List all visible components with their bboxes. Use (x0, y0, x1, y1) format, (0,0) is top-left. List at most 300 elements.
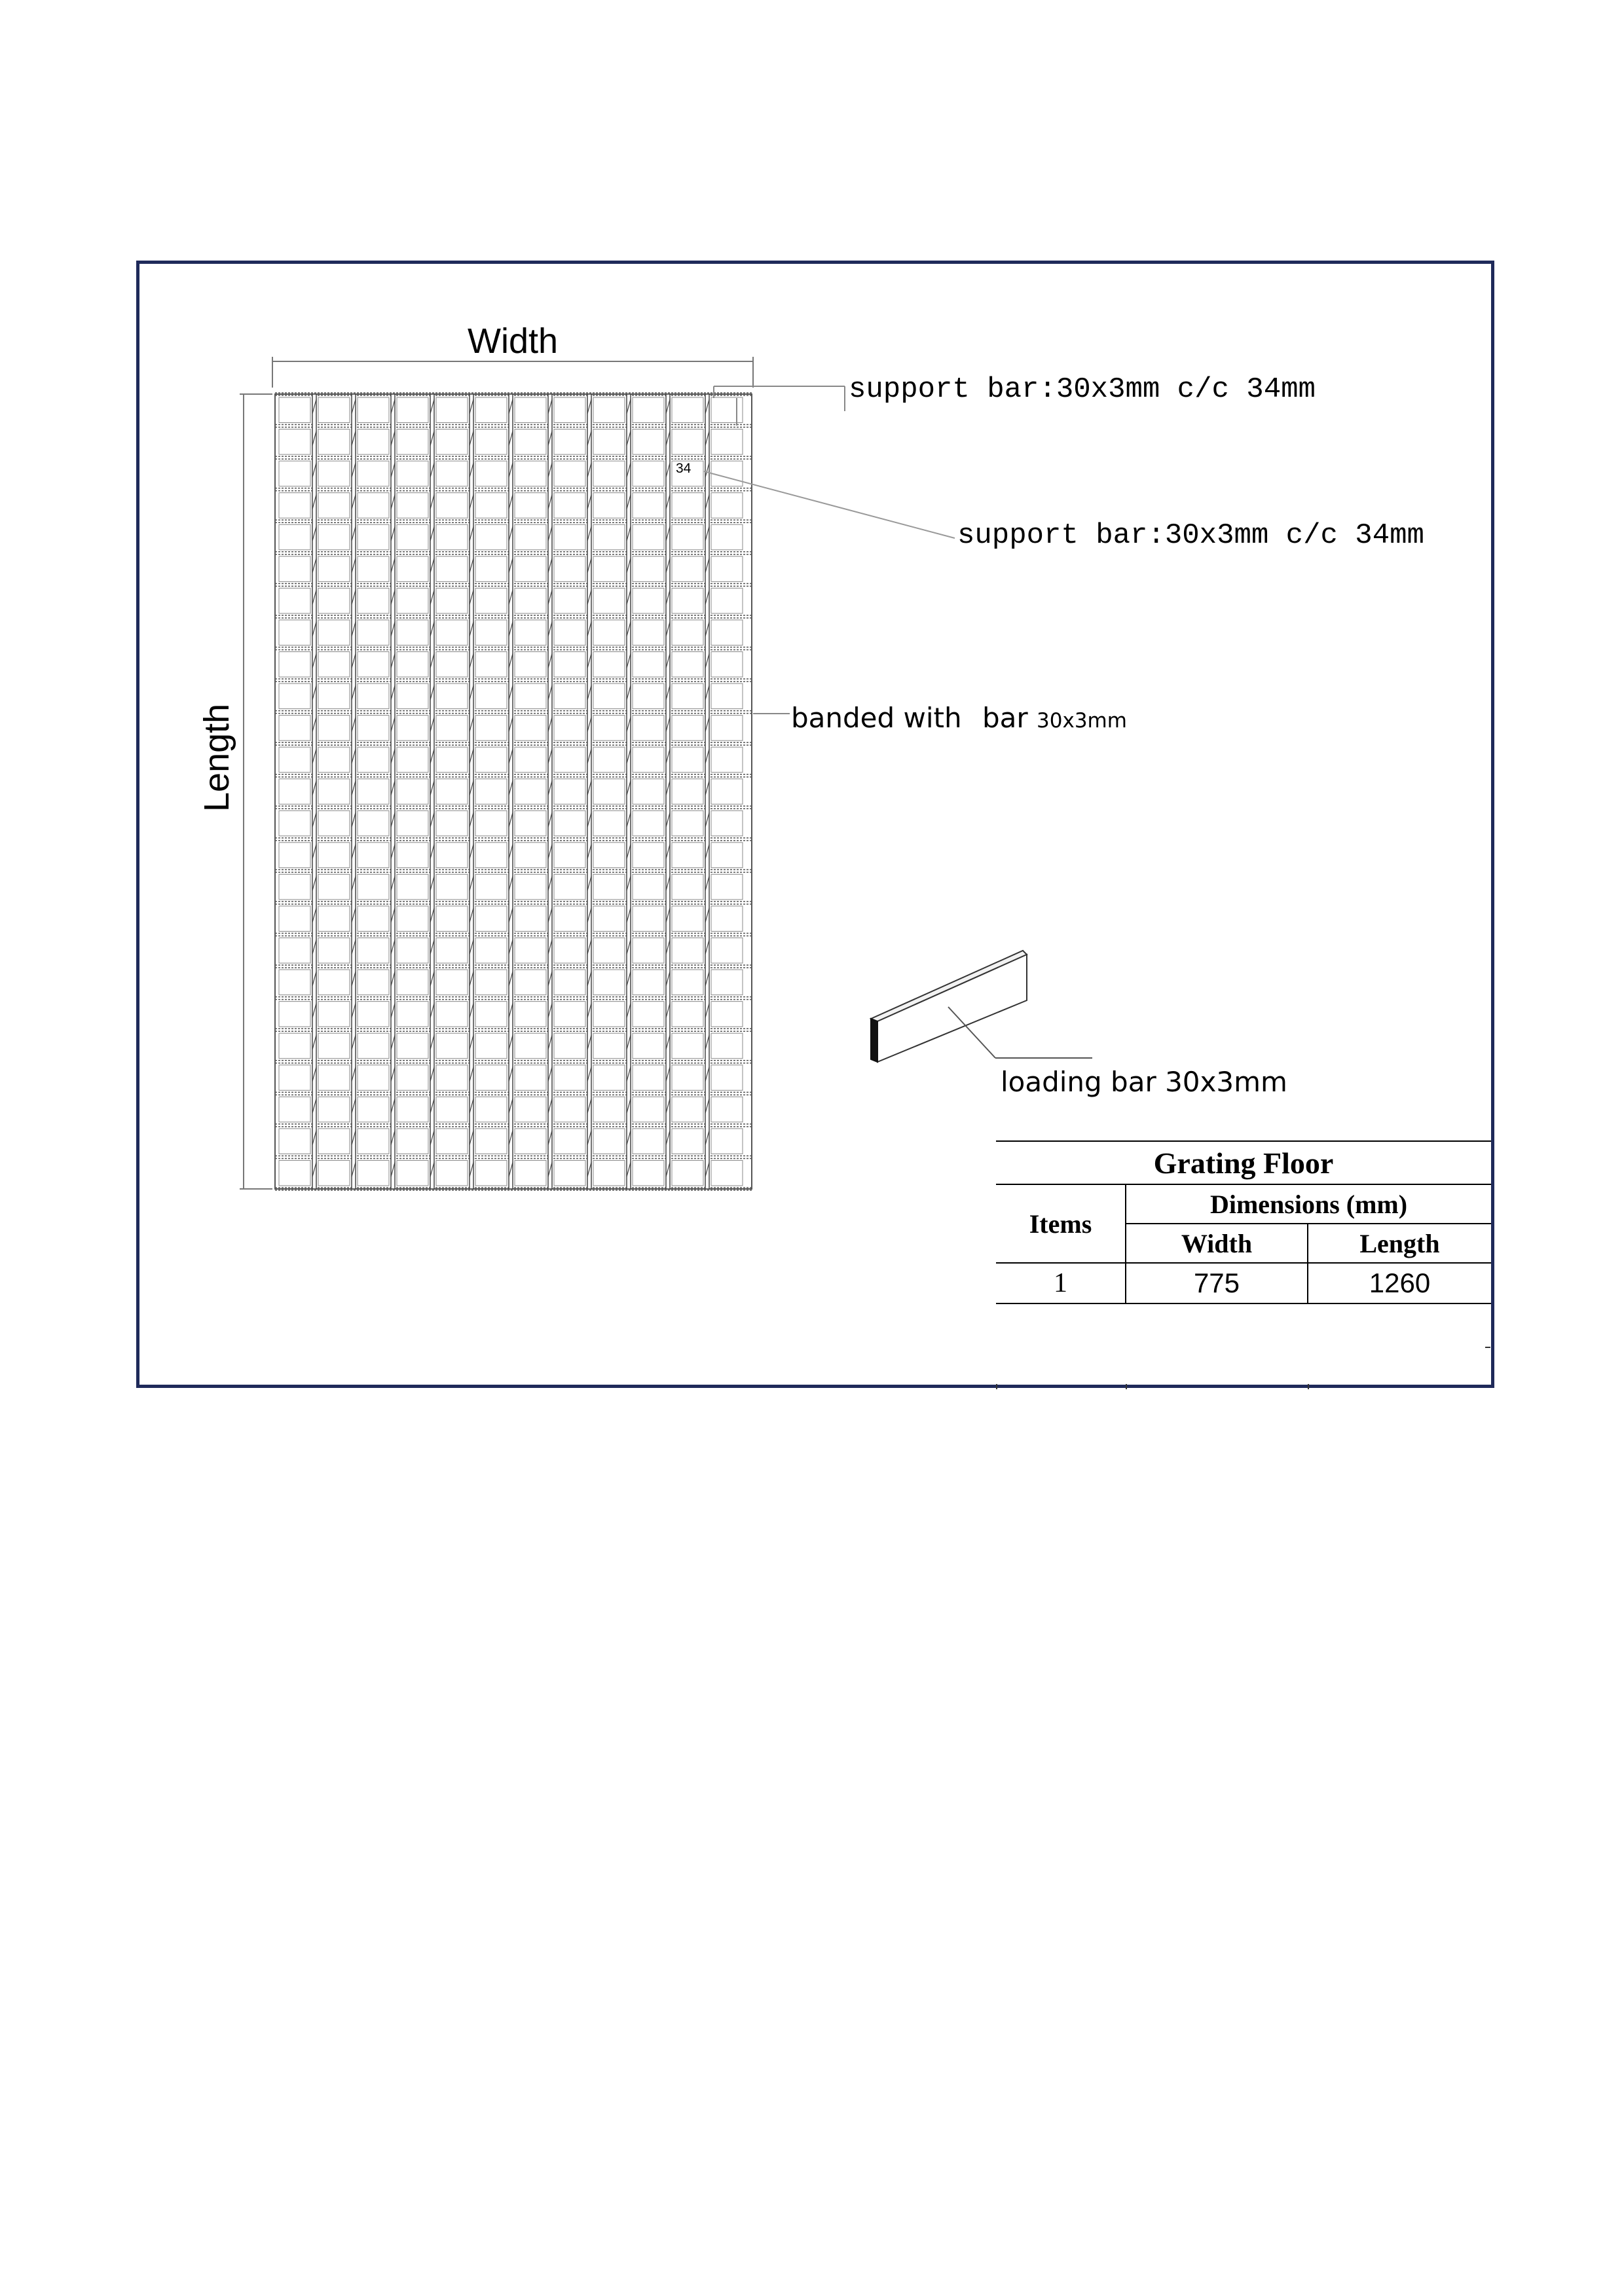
grid-cell (554, 524, 585, 550)
banded-bar-size: 30x3mm (1037, 709, 1127, 733)
grid-cell (397, 1160, 428, 1186)
grid-cell (515, 524, 546, 550)
grid-cell (318, 779, 350, 805)
grid-cell (475, 429, 507, 455)
grid-cell (711, 938, 743, 964)
grid-cell (711, 429, 743, 455)
grid-cell (554, 429, 585, 455)
grid-cell (672, 938, 703, 964)
grid-cell (515, 874, 546, 900)
grid-cell (358, 524, 389, 550)
grid-cell (318, 429, 350, 455)
grid-cell (515, 493, 546, 519)
grid-cell (358, 493, 389, 519)
grid-cell (711, 620, 743, 646)
grid-cell (554, 716, 585, 741)
grid-cell (475, 747, 507, 773)
grid-cell (672, 1002, 703, 1027)
row-length: 1260 (1308, 1263, 1491, 1303)
grid-cell (554, 747, 585, 773)
grid-cell (397, 938, 428, 964)
banded-with-label: banded with (791, 702, 962, 734)
grid-cell (475, 811, 507, 836)
grid-cell (397, 683, 428, 709)
grid-cell (318, 747, 350, 773)
grid-cell (279, 397, 310, 423)
grid-cell (711, 397, 743, 423)
grid-cell (711, 811, 743, 836)
grid-cell (475, 938, 507, 964)
grid-cell (279, 811, 310, 836)
grid-cell (515, 938, 546, 964)
grid-cell (358, 874, 389, 900)
grid-cell (279, 524, 310, 550)
grid-cell (318, 1033, 350, 1059)
grid-cell (593, 461, 625, 486)
grid-cell (397, 1002, 428, 1027)
grid-cell (436, 1160, 468, 1186)
grid-cell (711, 747, 743, 773)
grid-cell (358, 938, 389, 964)
dimensions-header: Dimensions (mm) (1126, 1184, 1491, 1224)
grid-cell (633, 874, 664, 900)
grid-cell (711, 524, 743, 550)
grid-cell (554, 651, 585, 677)
grid-cell (633, 938, 664, 964)
grid-cell (358, 811, 389, 836)
grid-cell (711, 1065, 743, 1091)
grid-cell (672, 397, 703, 423)
pitch-label: 34 (676, 461, 692, 476)
grid-cell (711, 1129, 743, 1154)
grid-cell (672, 556, 703, 582)
support-bar-top-label: support bar:30x3mm c/c 34mm (849, 373, 1316, 406)
grid-cell (515, 651, 546, 677)
grid-cell (554, 1065, 585, 1091)
grid-cell (593, 683, 625, 709)
items-header: Items (996, 1184, 1126, 1263)
grid-cell (475, 1065, 507, 1091)
grid-cell (358, 1160, 389, 1186)
loading-bar-label: loading bar 30x3mm (1001, 1066, 1287, 1098)
grid-cell (358, 683, 389, 709)
grid-cell (672, 1065, 703, 1091)
grid-cell (515, 620, 546, 646)
grid-cell (475, 1002, 507, 1027)
grid-cell (397, 493, 428, 519)
grid-cell (593, 1129, 625, 1154)
grid-cell (711, 843, 743, 868)
grid-cell (358, 556, 389, 582)
grid-cell (593, 397, 625, 423)
grid-cell (633, 779, 664, 805)
loading-bar-illustration (871, 951, 1092, 1062)
grid-cell (515, 843, 546, 868)
grid-cell (358, 429, 389, 455)
grid-cell (397, 779, 428, 805)
grid-cell (318, 906, 350, 932)
grid-cell (358, 779, 389, 805)
grid-cell (515, 1065, 546, 1091)
grid-cell (318, 556, 350, 582)
grid-cell (318, 716, 350, 741)
grid-cell (436, 397, 468, 423)
support-bar-mid-label: support bar:30x3mm c/c 34mm (957, 519, 1424, 552)
grid-cell (436, 906, 468, 932)
grid-cell (436, 524, 468, 550)
grid-cell (279, 493, 310, 519)
banded-bar-word: bar (982, 702, 1028, 734)
grid-cell (672, 651, 703, 677)
grid-cell (672, 620, 703, 646)
width-header: Width (1126, 1224, 1308, 1263)
grid-cell (279, 1033, 310, 1059)
table-stubs (997, 1347, 1490, 1389)
grid-cell (633, 461, 664, 486)
grid-cell (397, 397, 428, 423)
width-dimension (272, 357, 753, 388)
support-bar-mid-leader (704, 471, 955, 538)
width-label: Width (468, 321, 559, 361)
grid-cell (515, 1129, 546, 1154)
grid-cell (358, 461, 389, 486)
grid-cell (397, 524, 428, 550)
grid-cell (318, 1129, 350, 1154)
grid-cell (279, 651, 310, 677)
grid-cell (633, 747, 664, 773)
grid-cell (475, 651, 507, 677)
grid-cell (711, 461, 743, 486)
grid-cell (318, 874, 350, 900)
grid-cell (279, 556, 310, 582)
grid-cell (318, 938, 350, 964)
row-width: 775 (1126, 1263, 1308, 1303)
grid-cell (397, 811, 428, 836)
grid-cell (711, 1160, 743, 1186)
grid-cell (436, 493, 468, 519)
grid-cell (515, 397, 546, 423)
grid-cell (593, 651, 625, 677)
grid-cell (672, 493, 703, 519)
grid-cell (554, 397, 585, 423)
grid-cell (554, 906, 585, 932)
grid-cell (593, 779, 625, 805)
grid-cell (593, 620, 625, 646)
grid-cell (672, 1129, 703, 1154)
grid-cell (358, 1002, 389, 1027)
grid-cell (593, 524, 625, 550)
grid-cell (554, 588, 585, 613)
grid-cell (633, 1065, 664, 1091)
grid-cell (633, 524, 664, 550)
grid-cell (318, 1097, 350, 1122)
grid-cell (672, 811, 703, 836)
grid-cell (358, 588, 389, 613)
grid-cell (279, 938, 310, 964)
grid-cell (475, 683, 507, 709)
grid-cell (318, 1065, 350, 1091)
grid-cell (515, 716, 546, 741)
grid-cell (436, 461, 468, 486)
grid-cell (672, 747, 703, 773)
grid-cell (593, 811, 625, 836)
grid-cell (436, 843, 468, 868)
grid-cell (279, 1097, 310, 1122)
grid-cell (554, 620, 585, 646)
grid-cell (711, 588, 743, 613)
grid-cell (358, 1097, 389, 1122)
grid-cell (279, 843, 310, 868)
grid-cell (436, 429, 468, 455)
grid-cell (672, 843, 703, 868)
grid-cell (397, 843, 428, 868)
grid-cell (475, 1160, 507, 1186)
grid-cell (554, 1002, 585, 1027)
grid-cell (672, 588, 703, 613)
grid-cell (633, 970, 664, 995)
grid-cell (593, 970, 625, 995)
grid-cell (554, 1129, 585, 1154)
grid-cell (397, 651, 428, 677)
grid-cell (279, 716, 310, 741)
grid-cell (397, 556, 428, 582)
grid-cell (515, 906, 546, 932)
grid-cell (436, 938, 468, 964)
grid-cell (593, 1002, 625, 1027)
grid-cell (672, 683, 703, 709)
grid-cell (475, 588, 507, 613)
grid-cell (318, 493, 350, 519)
grid-cell (358, 1065, 389, 1091)
grid-cell (436, 1002, 468, 1027)
grid-cell (397, 1065, 428, 1091)
grid-cell (554, 938, 585, 964)
grid-cell (279, 970, 310, 995)
grid-cell (475, 620, 507, 646)
grid-cell (279, 1160, 310, 1186)
grid-cell (711, 970, 743, 995)
grid-cell (515, 970, 546, 995)
grid-cell (633, 429, 664, 455)
grid-cell (633, 843, 664, 868)
grid-cell (711, 779, 743, 805)
grid-cell (318, 1002, 350, 1027)
grid-cell (436, 747, 468, 773)
grid-cell (672, 874, 703, 900)
grid-cell (633, 397, 664, 423)
grid-cell (358, 747, 389, 773)
grid-cell (358, 716, 389, 741)
grid-cell (672, 429, 703, 455)
grid-cell (515, 683, 546, 709)
grid-cell (554, 970, 585, 995)
grid-cell (358, 1129, 389, 1154)
grid-cell (436, 556, 468, 582)
banded-bar-label (982, 702, 1127, 734)
grid-cell (436, 651, 468, 677)
grid-cell (279, 874, 310, 900)
grid-cell (593, 1097, 625, 1122)
grid-cell (515, 1097, 546, 1122)
grid-cell (633, 493, 664, 519)
grid-cell (515, 1160, 546, 1186)
grid-cell (554, 556, 585, 582)
grid-cell (593, 906, 625, 932)
grid-cell (515, 429, 546, 455)
grid-cell (554, 493, 585, 519)
row-item: 1 (996, 1263, 1126, 1303)
grid-cell (672, 779, 703, 805)
grid-cell (475, 716, 507, 741)
grid-cell (318, 970, 350, 995)
grid-cell (711, 716, 743, 741)
grid-cell (515, 461, 546, 486)
grid-cell (515, 588, 546, 613)
grid-cell (711, 874, 743, 900)
grid-cell (711, 906, 743, 932)
grid-cell (515, 779, 546, 805)
grid-cell (475, 779, 507, 805)
grid-cell (711, 1033, 743, 1059)
grid-cell (397, 906, 428, 932)
grid-cell (279, 429, 310, 455)
grid-cell (475, 874, 507, 900)
grid-cell (554, 874, 585, 900)
grid-cell (593, 493, 625, 519)
grid-cell (318, 620, 350, 646)
grid-cell (672, 1097, 703, 1122)
grid-cell (436, 620, 468, 646)
grid-cell (711, 556, 743, 582)
grid-cell (318, 843, 350, 868)
grid-cell (475, 461, 507, 486)
grid-cell (672, 716, 703, 741)
grid-cell (397, 716, 428, 741)
grid-cell (475, 493, 507, 519)
grid-cell (633, 1097, 664, 1122)
table-row (996, 1263, 1491, 1303)
grid-cell (436, 588, 468, 613)
grid-cell (436, 1033, 468, 1059)
grid-cell (554, 1160, 585, 1186)
grid-cell (279, 620, 310, 646)
grid-cell (633, 1129, 664, 1154)
grid-cell (672, 970, 703, 995)
grid-cell (711, 1097, 743, 1122)
grid-cell (397, 747, 428, 773)
grid-cell (711, 493, 743, 519)
grid-cell (711, 683, 743, 709)
grid-cell (436, 970, 468, 995)
grid-cell (515, 1002, 546, 1027)
grid-cell (593, 716, 625, 741)
grid-cell (593, 556, 625, 582)
grid-cell (633, 1002, 664, 1027)
grid-cell (554, 461, 585, 486)
support-bar-top-leader (714, 386, 845, 426)
grid-cell (475, 556, 507, 582)
grid-cell (554, 843, 585, 868)
grid-cell (672, 906, 703, 932)
grid-cell (515, 811, 546, 836)
grid-cell (672, 1160, 703, 1186)
grid-cell (397, 1033, 428, 1059)
grid-cell (475, 970, 507, 995)
grid-cell (593, 747, 625, 773)
grid-cell (633, 716, 664, 741)
grid-cell (279, 588, 310, 613)
grid-cell (554, 811, 585, 836)
grid-cell (358, 397, 389, 423)
grid-cell (358, 1033, 389, 1059)
grid-cell (633, 651, 664, 677)
grid-cell (633, 1160, 664, 1186)
grid-cell (318, 651, 350, 677)
grid-cell (475, 397, 507, 423)
grid-cell (318, 811, 350, 836)
grid-cell (633, 620, 664, 646)
grid-cell (436, 1097, 468, 1122)
grid-cell (358, 970, 389, 995)
grid-cell (593, 1160, 625, 1186)
grid-cell (515, 556, 546, 582)
grid-cell (436, 779, 468, 805)
grid-cell (633, 556, 664, 582)
length-dimension (240, 394, 272, 1189)
grid-cell (475, 1129, 507, 1154)
grid-cell (279, 461, 310, 486)
panel-outline (275, 394, 752, 1189)
grid-cell (318, 397, 350, 423)
grid-cell (633, 683, 664, 709)
grid-cell (593, 938, 625, 964)
grid-cell (593, 429, 625, 455)
grid-cell (711, 1002, 743, 1027)
grid-cell (358, 843, 389, 868)
grid-cell (358, 906, 389, 932)
grid-cell (358, 620, 389, 646)
grid-cell (318, 588, 350, 613)
grid-cell (633, 1033, 664, 1059)
grid-cell (593, 874, 625, 900)
grid-cell (554, 1097, 585, 1122)
grid-cell (318, 461, 350, 486)
grid-cell (554, 683, 585, 709)
grid-cell (633, 811, 664, 836)
grid-cell (475, 1033, 507, 1059)
grating-panel (275, 393, 752, 1190)
grid-cell (436, 1129, 468, 1154)
grid-cell (397, 429, 428, 455)
grid-cell (554, 779, 585, 805)
grid-cell (397, 620, 428, 646)
grid-cell (436, 811, 468, 836)
grid-cell (318, 1160, 350, 1186)
grid-cell (515, 1033, 546, 1059)
grid-cell (593, 1065, 625, 1091)
grid-cell (358, 651, 389, 677)
grid-cell (397, 970, 428, 995)
grid-cell (554, 1033, 585, 1059)
table-title: Grating Floor (996, 1141, 1491, 1184)
grid-cell (279, 1129, 310, 1154)
grid-cell (397, 588, 428, 613)
grid-cell (633, 588, 664, 613)
grid-cell (436, 1065, 468, 1091)
grid-cell (397, 874, 428, 900)
grid-cell (436, 683, 468, 709)
grid-cell (475, 906, 507, 932)
